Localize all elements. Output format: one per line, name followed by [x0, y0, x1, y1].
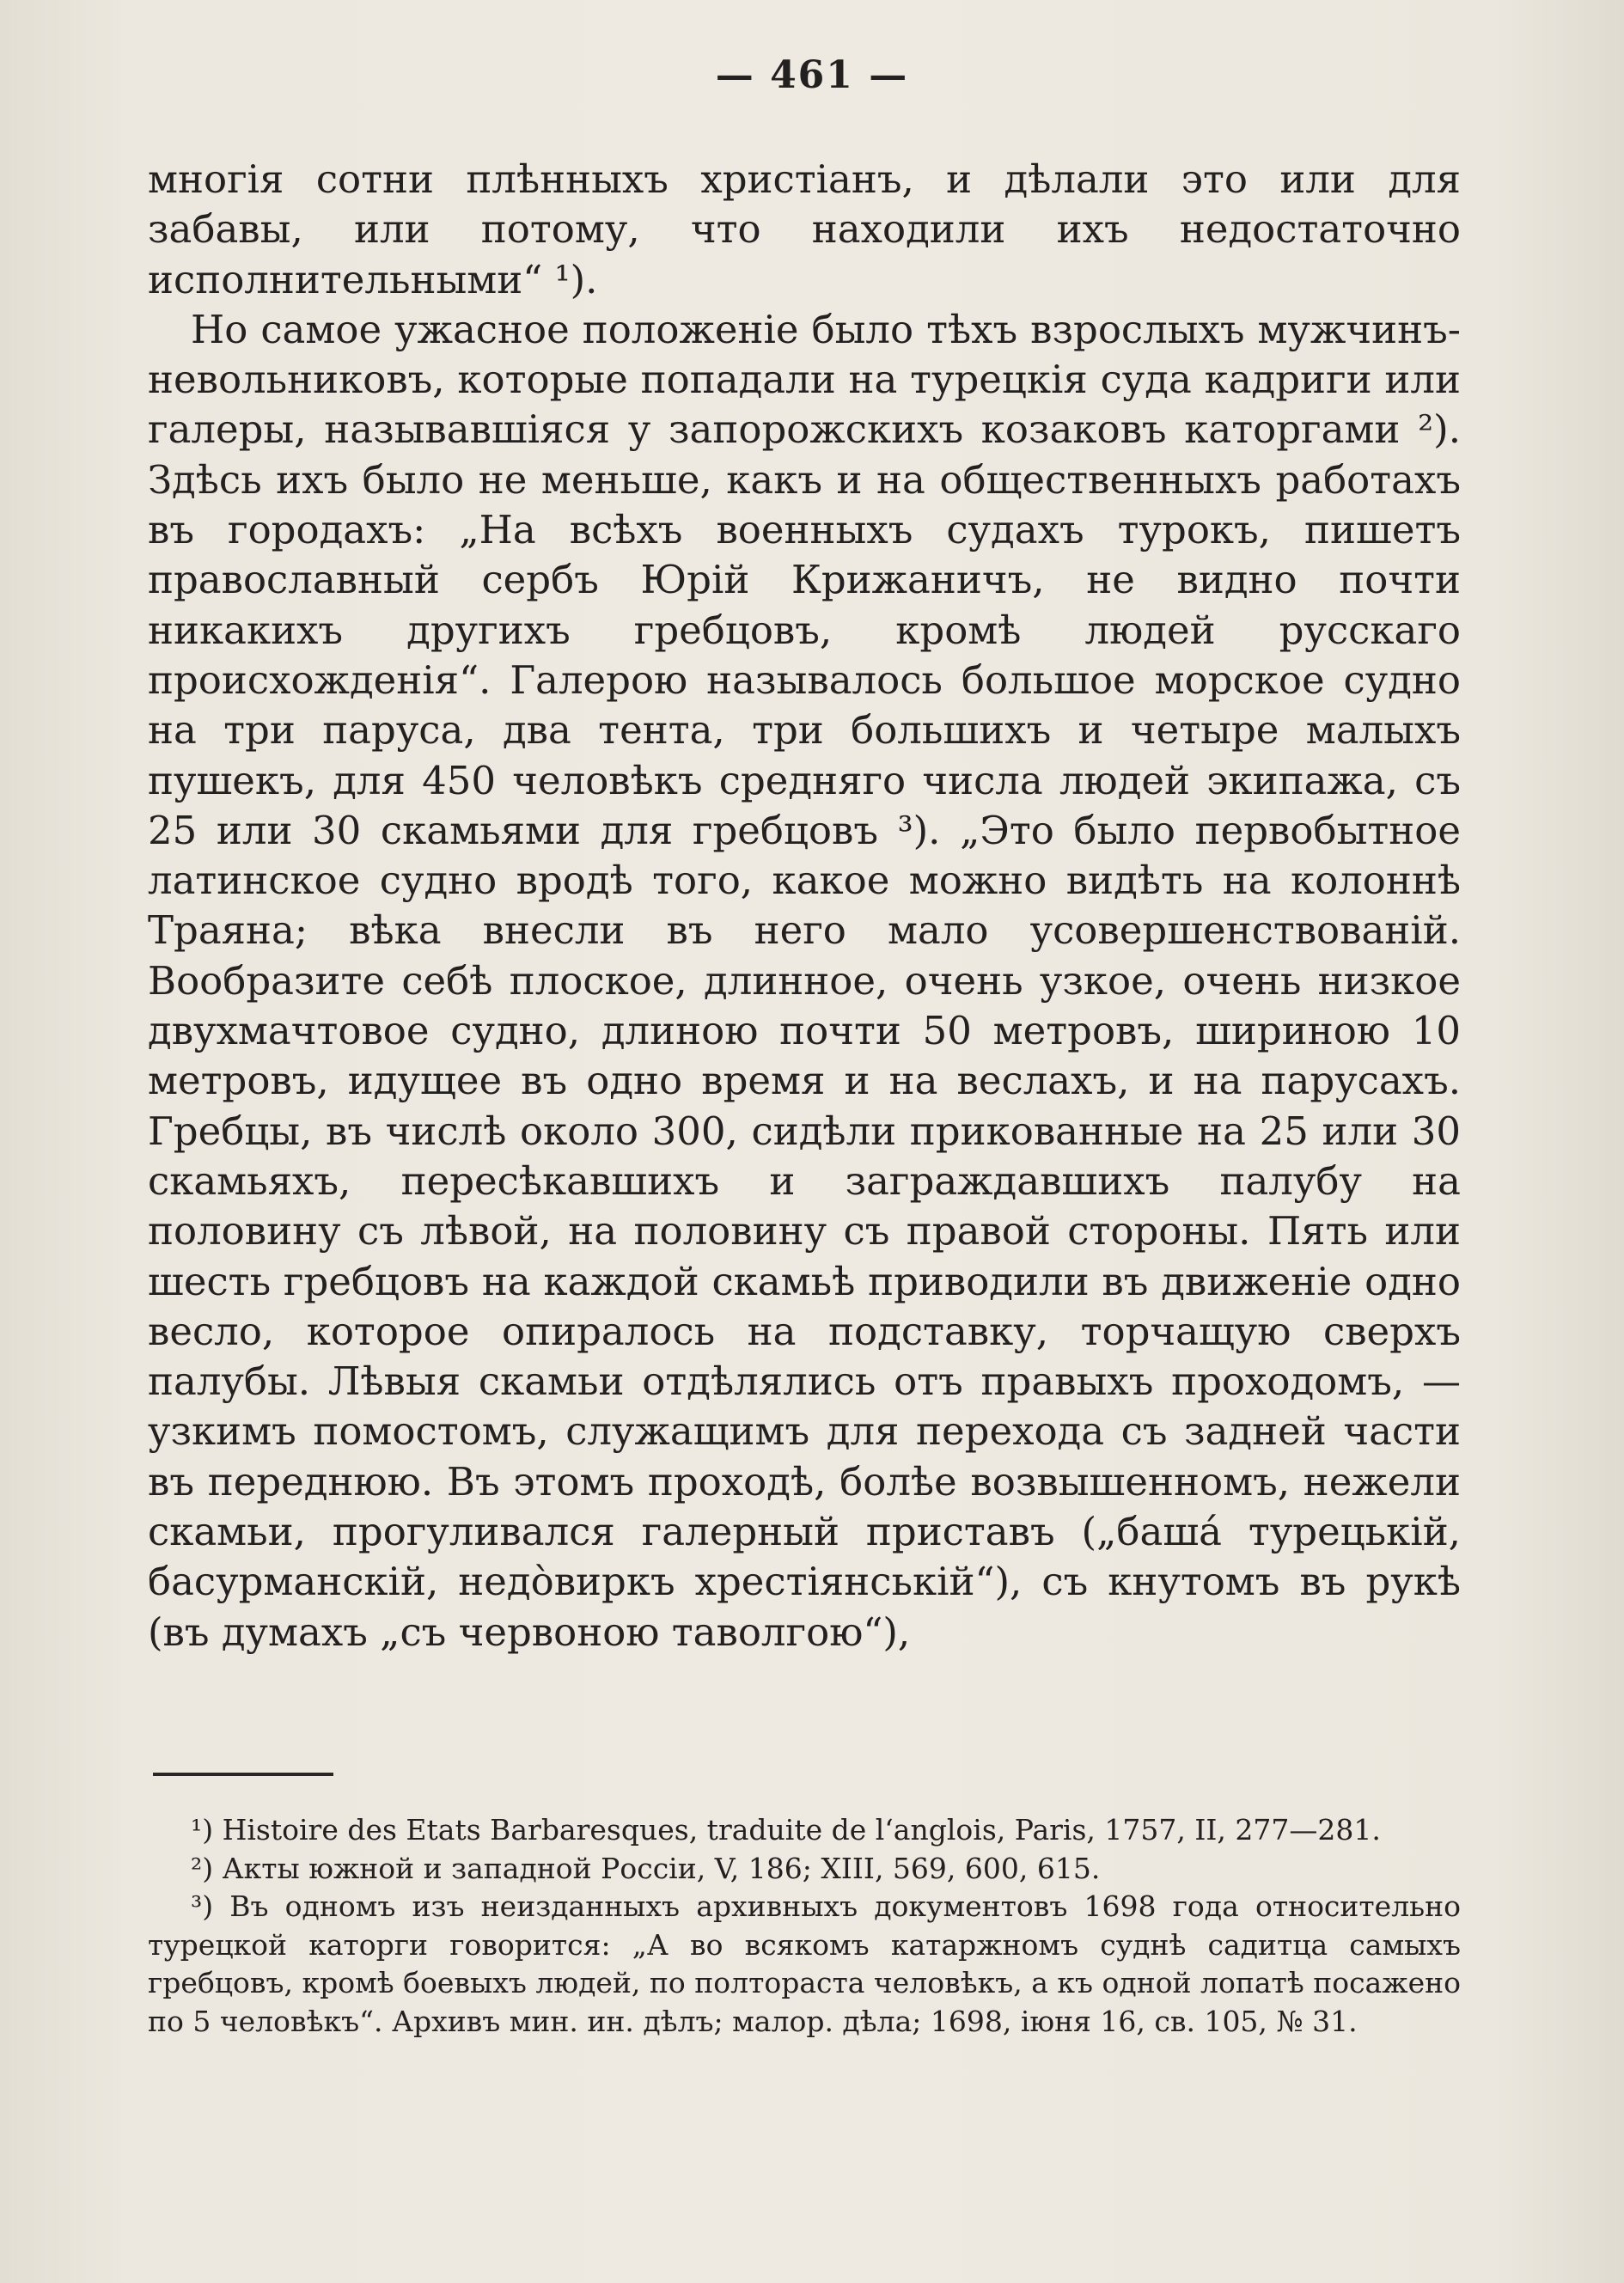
footnote-1: ¹) Histoire des Etats Barbaresques, traduite de l‘anglois, Paris, 1757, II, 277—281.: [191, 1813, 1381, 1847]
paragraph-galleys: Но самое ужасное положеніе было тѣхъ взрослыхъ мужчинъ-невольниковъ, которые попадали на турецкія суда кадриги или галеры, называвшіяся у запорожскихъ козаковъ каторгами ²). Здѣсь ихъ было не меньше, какъ и на общественныхъ работахъ въ городахъ: „На всѣхъ военныхъ судахъ турокъ, пишетъ православный сербъ Юрій Крижаничъ, не видно почти никакихъ другихъ гребцовъ, кромѣ людей русскаго происхожденія“. Галерою называлось большое морское судно на три паруса, два тента, три большихъ и четыре малыхъ пушекъ, для 450 человѣкъ средняго числа людей экипажа, съ 25 или 30 скамьями для гребцовъ ³). „Это было первобытное латинское судно вродѣ того, какое можно видѣть на колоннѣ Траяна; вѣка внесли въ него мало усовершенствованій. Вообразите себѣ плоское, длинное, очень узкое, очень низкое двухмачтовое судно, длиною почти 50 метровъ, шириною 10 метровъ, идущее въ одно время и на веслахъ, и на парусахъ. Гребцы, въ числѣ около 300, сидѣли прикованные на 25 или 30 скамьяхъ, пересѣкавшихъ и заграждавшихъ палубу на половину съ лѣвой, на половину съ правой стороны. Пять или шесть гребцовъ на каждой скамьѣ приводили въ движеніе одно весло, которое опиралось на подставку, торчащую сверхъ палубы. Лѣвыя скамьи отдѣлялись отъ правыхъ проходомъ, — узкимъ помостомъ, служащимъ для перехода съ задней части въ переднюю. Въ этомъ проходѣ, болѣе возвышенномъ, нежели скамьи, прогуливался галерный приставъ („баша́ турецькій, басурманскій, недо̀виркъ хрестіянській“), съ кнутомъ въ рукѣ (въ думахъ „съ червоною таволгою“),: [148, 306, 1461, 1655]
footnote-divider: [153, 1773, 333, 1776]
footnote-2: ²) Акты южной и западной Россіи, V, 186; XIII, 569, 600, 615.: [191, 1851, 1101, 1885]
page-number: — 461 —: [715, 53, 909, 97]
footnote-3: ³) Въ одномъ изъ неизданныхъ архивныхъ документовъ 1698 года относительно турецкой каторги говорится: „А во всякомъ катаржномъ суднѣ садитца самыхъ гребцовъ, кромѣ боевыхъ людей, по полтораста человѣкъ, а къ одной лопатѣ посажено по 5 человѣкъ“. Архивъ мин. ин. дѣлъ; малор. дѣла; 1698, іюня 16, св. 105, № 31.: [148, 1889, 1461, 2038]
paragraph-continuation: многія сотни плѣнныхъ христіанъ, и дѣлали это или для забавы, или потому, что находили ихъ недостаточно исполнительными“ ¹).: [148, 156, 1461, 302]
main-text: [148, 155, 1461, 1657]
footnotes: [148, 1811, 1461, 2042]
